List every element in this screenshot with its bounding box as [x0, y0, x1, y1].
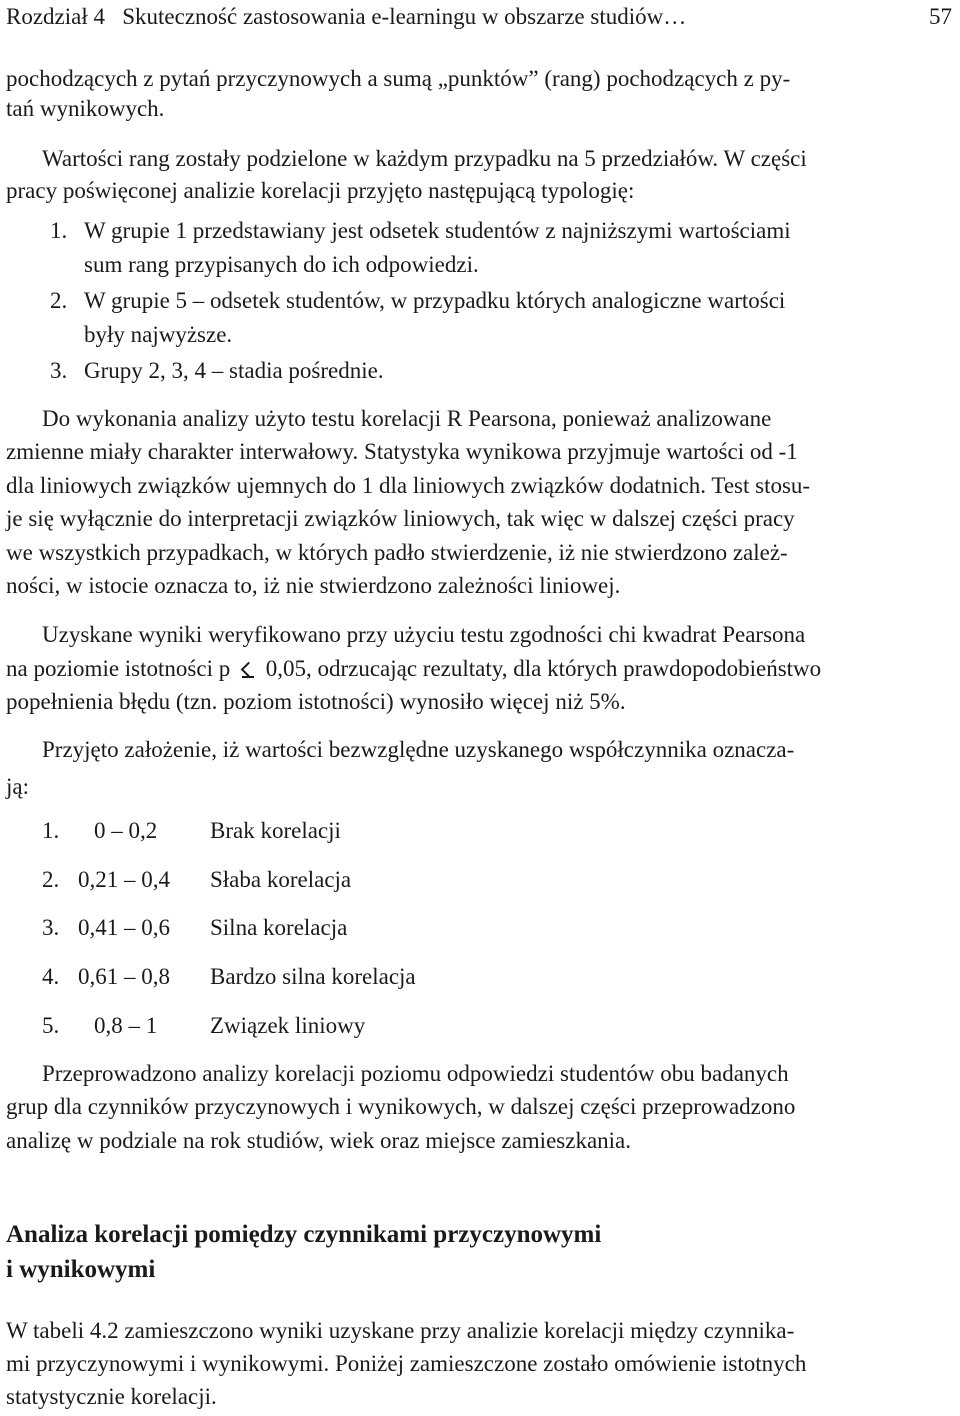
paragraph-line: statystycznie korelacji. [6, 1384, 217, 1409]
list-item-line: W grupie 5 – odsetek studentów, w przypadku których analogiczne wartości [84, 288, 786, 313]
scale-number: 5. [42, 1013, 60, 1038]
scale-label: Brak korelacji [210, 818, 341, 843]
paragraph-line: mi przyczynowymi i wynikowymi. Poniżej zamieszczone zostało omówienie istotnych [6, 1351, 807, 1376]
paragraph-line: we wszystkich przypadkach, w których padło stwierdzenie, iż nie stwierdzono zależ- [6, 540, 788, 565]
scale-number: 1. [42, 818, 60, 843]
list-number: 2. [50, 288, 68, 313]
paragraph-line: Uzyskane wyniki weryfikowano przy użyciu testu zgodności chi kwadrat Pearsona [42, 622, 806, 647]
paragraph-line: W tabeli 4.2 zamieszczono wyniki uzyskane przy analizie korelacji między czynnika- [6, 1318, 795, 1343]
scale-range: 0 – 0,2 [94, 818, 158, 843]
chapter-title: Rozdział 4 Skuteczność zastosowania e-learningu w obszarze studiów… [6, 4, 687, 29]
paragraph-line: ności, w istocie oznacza to, iż nie stwierdzono zależności liniowej. [6, 573, 621, 598]
scale-range: 0,61 – 0,8 [78, 964, 170, 989]
scale-label: Silna korelacja [210, 915, 348, 940]
list-number: 3. [50, 358, 68, 383]
list-item-line: Grupy 2, 3, 4 – stadia pośrednie. [84, 358, 384, 383]
scale-range: 0,8 – 1 [94, 1013, 158, 1038]
list-number: 1. [50, 218, 68, 243]
paragraph-text: na poziomie istotności p [6, 656, 231, 681]
paragraph-line: je się wyłącznie do interpretacji związków liniowych, tak więc w dalszej części pracy [6, 506, 795, 531]
paragraph-line: Przyjęto założenie, iż wartości bezwzględne uzyskanego współczynnika oznacza- [42, 737, 795, 762]
paragraph-text: 0,05, odrzucając rezultaty, dla których prawdopodobieństwo [265, 656, 822, 681]
page-number: 57 [929, 4, 952, 29]
list-item-line: W grupie 1 przedstawiany jest odsetek studentów z najniższymi wartościami [84, 218, 791, 243]
paragraph-line: grup dla czynników przyczynowych i wynikowych, w dalszej części przeprowadzono [6, 1094, 796, 1119]
paragraph-line: Przeprowadzono analizy korelacji poziomu odpowiedzi studentów obu badanych [42, 1061, 789, 1086]
paragraph-line: tań wynikowych. [6, 96, 165, 121]
section-heading: Analiza korelacji pomiędzy czynnikami przyczynowymi [6, 1221, 602, 1248]
paragraph-line: ją: [6, 774, 29, 799]
running-header [6, 2, 952, 32]
paragraph-line: Do wykonania analizy użyto testu korelacji R Pearsona, ponieważ analizowane [42, 406, 772, 431]
scale-label: Bardzo silna korelacja [210, 964, 416, 989]
paragraph-line: dla liniowych związków ujemnych do 1 dla liniowych związków dodatnich. Test stosu- [6, 473, 811, 498]
scale-label: Związek liniowy [210, 1013, 366, 1038]
paragraph-line: Wartości rang zostały podzielone w każdym przypadku na 5 przedziałów. W części [42, 146, 807, 171]
scale-label: Słaba korelacja [210, 867, 352, 892]
scale-range: 0,21 – 0,4 [78, 867, 170, 892]
paragraph-line: pracy poświęconej analizie korelacji przyjęto następującą typologię: [6, 178, 635, 203]
list-item-line: były najwyższe. [84, 322, 233, 347]
paragraph-line: analizę w podziale na rok studiów, wiek oraz miejsce zamieszkania. [6, 1128, 631, 1153]
list-item-line: sum rang przypisanych do ich odpowiedzi. [84, 252, 479, 277]
paragraph-line [6, 654, 821, 684]
section-heading: i wynikowymi [6, 1256, 156, 1283]
paragraph-line: popełnienia błędu (tzn. poziom istotności) wynosiło więcej niż 5%. [6, 689, 626, 714]
scale-range: 0,41 – 0,6 [78, 915, 170, 940]
less-or-equal-icon [242, 662, 254, 678]
paragraph-line: pochodzących z pytań przyczynowych a sumą „punktów” (rang) pochodzących z py- [6, 66, 791, 91]
scale-number: 3. [42, 915, 60, 940]
scale-number: 4. [42, 964, 60, 989]
scale-number: 2. [42, 867, 60, 892]
paragraph-line: zmienne miały charakter interwałowy. Statystyka wynikowa przyjmuje wartości od -1 [6, 439, 798, 464]
